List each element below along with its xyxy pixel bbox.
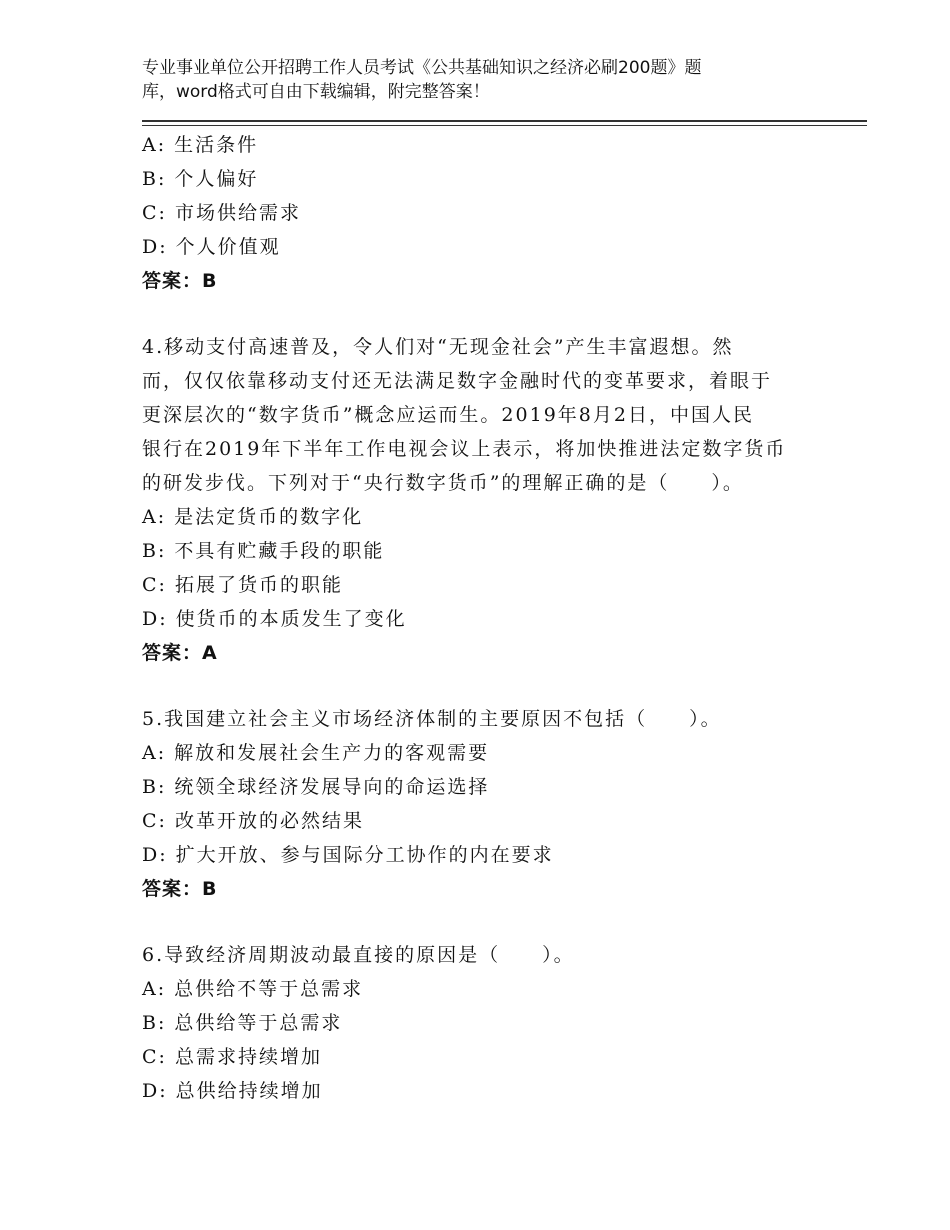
option-d: D: 总供给持续增加 [142, 1080, 323, 1102]
question-text-line: 4.移动支付高速普及，令人们对“无现金社会”产生丰富遐想。然 [142, 336, 734, 358]
option-b: B: 统领全球经济发展导向的命运选择 [142, 776, 490, 798]
answer-label: 答案：A [142, 642, 218, 664]
option-a: A: 总供给不等于总需求 [142, 978, 364, 1000]
question-text: 5.我国建立社会主义市场经济体制的主要原因不包括（ ）。 [142, 708, 722, 730]
option-b: B: 总供给等于总需求 [142, 1012, 343, 1034]
question-4 [142, 330, 812, 670]
spacer [142, 670, 812, 702]
answer-label: 答案：B [142, 878, 218, 900]
option-c: C: 市场供给需求 [142, 202, 301, 224]
spacer [142, 906, 812, 938]
option-b: B: 个人偏好 [142, 168, 259, 190]
question-text-line: 银行在2019年下半年工作电视会议上表示，将加快推进法定数字货币 [142, 438, 787, 460]
option-c: C: 总需求持续增加 [142, 1046, 322, 1068]
option-b: B: 不具有贮藏手段的职能 [142, 540, 385, 562]
option-c: C: 拓展了货币的职能 [142, 574, 343, 596]
question-3 [142, 128, 812, 298]
question-6 [142, 938, 812, 1108]
question-text: 6.导致经济周期波动最直接的原因是（ ）。 [142, 944, 575, 966]
question-5 [142, 702, 812, 906]
option-a: A: 解放和发展社会生产力的客观需要 [142, 742, 490, 764]
question-text-line: 而，仅仅依靠移动支付还无法满足数字金融时代的变革要求，着眼于 [142, 370, 773, 392]
option-d: D: 个人价值观 [142, 236, 281, 258]
option-c: C: 改革开放的必然结果 [142, 810, 364, 832]
header-title-line-1: 专业事业单位公开招聘工作人员考试《公共基础知识之经济必刷200题》题 [142, 58, 702, 78]
header-rule-thin [142, 125, 867, 126]
header-title-line-2: 库，word格式可自由下载编辑，附完整答案！ [142, 82, 490, 102]
question-text-line: 的研发步伐。下列对于“央行数字货币”的理解正确的是（ ）。 [142, 472, 744, 494]
spacer [142, 298, 812, 330]
option-d: D: 扩大开放、参与国际分工协作的内在要求 [142, 844, 554, 866]
header-rule-thick [142, 120, 867, 122]
document-header [142, 56, 802, 104]
question-list [142, 128, 812, 1108]
option-d: D: 使货币的本质发生了变化 [142, 608, 407, 630]
question-text-line: 更深层次的“数字货币”概念应运而生。2019年8月2日，中国人民 [142, 404, 754, 426]
option-a: A: 是法定货币的数字化 [142, 506, 364, 528]
option-a: A: 生活条件 [142, 134, 259, 156]
answer-label: 答案：B [142, 270, 218, 292]
